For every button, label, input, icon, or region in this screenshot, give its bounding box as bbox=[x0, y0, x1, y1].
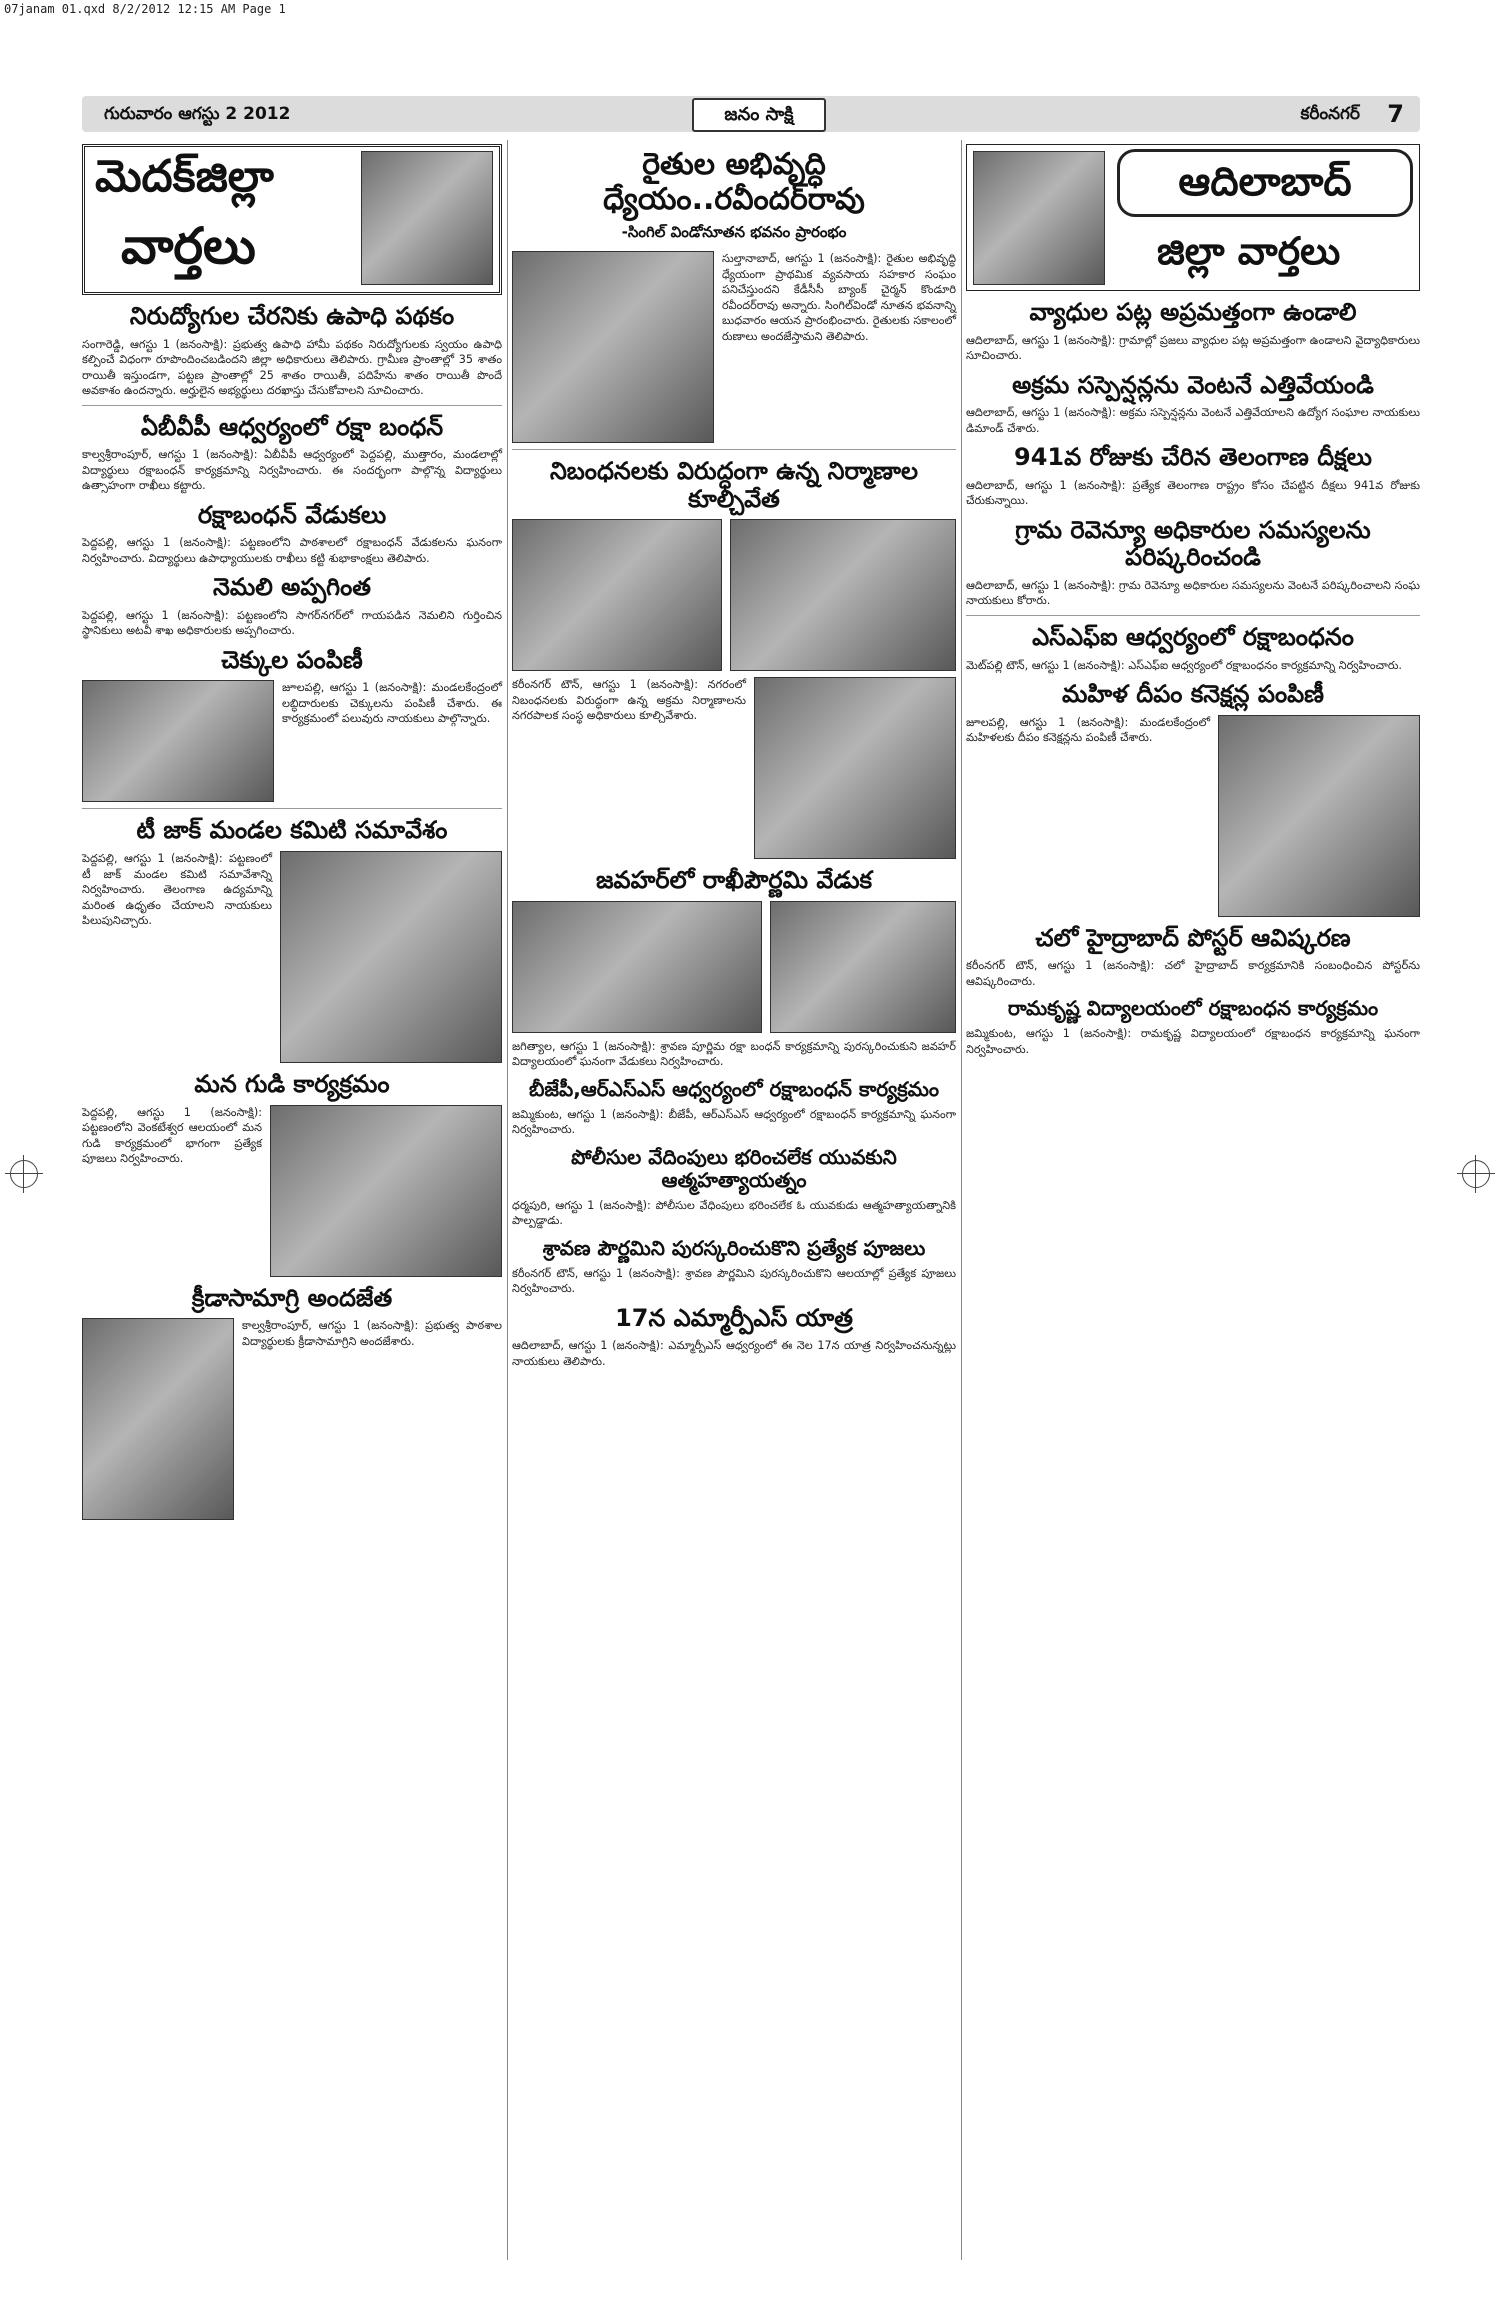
temple-program-photo bbox=[270, 1105, 502, 1277]
medak-section-banner bbox=[82, 144, 502, 295]
deepam-distribution-photo bbox=[1218, 715, 1420, 917]
headline: మన గుడి కార్యక్రమం bbox=[194, 1070, 390, 1099]
church-tower-photo bbox=[361, 151, 493, 285]
article-body: జగిత్యాల, ఆగస్టు 1 (జనంసాక్షి): శ్రావణ పూర్ణిమ రక్షా బంధన్‌ కార్యక్రమాన్ని పురస్కరించుకుని జవహర్‌ విద్యాలయంలో ఘనంగా వేడుకలు నిర్వహించారు. bbox=[512, 1039, 956, 1069]
article-body: ఆదిలాబాద్‌, ఆగస్టు 1 (జనంసాక్షి): ప్రత్యేక తెలంగాణ రాష్ట్రం కోసం చేపట్టిన దీక్షలు 941వ రోజుకు చేరుకున్నాయి. bbox=[966, 478, 1420, 508]
print-slug: 07janam 01.qxd 8/2/2012 12:15 AM Page 1 bbox=[4, 2, 286, 16]
registration-mark-right bbox=[1462, 1160, 1490, 1188]
article-body: మెట్‌పల్లి టౌన్‌, ఆగస్టు 1 (జనంసాక్షి): ఎస్‌ఎఫ్‌ఐ ఆధ్వర్యంలో రక్షాబంధనం కార్యక్రమాన్ని నిర్వహించారు. bbox=[966, 658, 1402, 672]
headline: రక్షాబంధన్‌ వేడుకలు bbox=[197, 500, 387, 529]
headline: నిబంధనలకు విరుద్ధంగా ఉన్న నిర్మాణాల కూల్చివేత bbox=[549, 457, 919, 513]
article-body: కరీంనగర్‌ టౌన్‌, ఆగస్టు 1 (జనంసాక్షి): శ్రావణ పౌర్ణమిని పురస్కరించుకొని ఆలయాల్లో ప్రత్యేక పూజలు నిర్వహించారు. bbox=[512, 1266, 956, 1296]
headline: ఎస్‌ఎఫ్‌ఐ ఆధ్వర్యంలో రక్షాబంధనం bbox=[1032, 622, 1354, 651]
divider bbox=[82, 405, 502, 406]
headline: రామకృష్ణ విద్యాలయంలో రక్షాబంధన కార్యక్రమం bbox=[1007, 996, 1379, 1021]
headline: శ్రావణ పౌర్ణమిని పురస్కరించుకొని ప్రత్యేక పూజలు bbox=[542, 1235, 926, 1260]
article-body: ఆదిలాబాద్‌, ఆగస్టు 1 (జనంసాక్షి): ఎమ్మార్పీఎస్‌ ఆధ్వర్యంలో ఈ నెల 17న యాత్ర నిర్వహించనున్నట్లు నాయకులు తెలిపారు. bbox=[512, 1339, 956, 1368]
headline: అక్రమ సస్పెన్షన్లను వెంటనే ఎత్తివేయండి bbox=[1012, 370, 1374, 399]
article-body: జమ్మికుంట, ఆగస్టు 1 (జనంసాక్షి): బీజేపీ, ఆర్‌ఎస్‌ఎస్‌ ఆధ్వర్యంలో రక్షాబంధన్‌ కార్యక్రమాన్ని ఘనంగా నిర్వహించారు. bbox=[512, 1107, 956, 1137]
issue-date: గురువారం ఆగస్టు 2 2012 bbox=[104, 104, 291, 124]
article-body: సుల్తానాబాద్‌, ఆగస్టు 1 (జనంసాక్షి): రైతుల అభివృద్ధి ధ్యేయంగా ప్రాథమిక వ్యవసాయ సహకార సంఘం పనిచేస్తుందని కేడీసీసీ బ్యాంక్‌ చైర్మన్‌ కొండూరి రవీందర్‌రావు అన్నారు. సింగిల్‌విండో నూతన భవనాన్ని బుధవారం ఆయన ప్రారంభించారు. రైతులకు సకాలంలో రుణాలు అందజేస్తామని తెలిపారు. bbox=[722, 252, 956, 343]
building-photo bbox=[754, 677, 956, 859]
page-number: 7 bbox=[1387, 100, 1404, 128]
lead-headline: రైతుల అభివృద్ధి ధ్యేయం..రవీందర్‌రావు bbox=[603, 147, 865, 217]
column-rule-1 bbox=[507, 140, 508, 2260]
headline: బీజేపీ,ఆర్‌ఎస్‌ఎస్‌ ఆధ్వర్యంలో రక్షాబంధన్‌ కార్యక్రమం bbox=[528, 1076, 940, 1101]
divider bbox=[82, 808, 502, 809]
column-rule-2 bbox=[961, 140, 962, 2260]
registration-mark-left bbox=[10, 1160, 38, 1188]
headline: 941వ రోజుకు చేరిన తెలంగాణ దీక్షలు bbox=[1014, 443, 1372, 472]
students-rakhi-photo-2 bbox=[770, 901, 956, 1033]
divider bbox=[512, 449, 956, 450]
headline: క్రీడాసామాగ్రి అందజేత bbox=[191, 1283, 393, 1312]
headline: టీ జాక్‌ మండల కమిటి సమావేశం bbox=[136, 816, 448, 845]
article-body: పెద్దపల్లి, ఆగస్టు 1 (జనంసాక్షి): పట్టణంలోని సాగర్‌నగర్‌లో గాయపడిన నెమలిని గుర్తించిన స్థానికులు అటవీ శాఖ అధికారులకు అప్పగించారు. bbox=[82, 608, 502, 638]
demolition-site-2 bbox=[730, 519, 956, 671]
adilabad-section-banner bbox=[966, 144, 1420, 291]
subheadline: -సింగిల్‌ విండోనూతన భవనం ప్రారంభం bbox=[621, 223, 847, 241]
banner-title-1: మెదక్‌జిల్లా bbox=[95, 151, 274, 202]
article-body: ఆదిలాబాద్‌, ఆగస్టు 1 (జనంసాక్షి): అక్రమ సస్పెన్షన్లను వెంటనే ఎత్తివేయాలని ఉద్యోగ సంఘాల నాయకులు డిమాండ్‌ చేశారు. bbox=[966, 406, 1420, 435]
cheque-distribution-photo bbox=[82, 680, 274, 802]
headline: చలో హైద్రాబాద్‌ పోస్టర్‌ ఆవిష్కరణ bbox=[1035, 923, 1351, 952]
headline: పోలీసుల వేదింపులు భరించలేక యువకుని ఆత్మహత్యాయత్నం bbox=[571, 1144, 897, 1192]
headline: వ్యాధుల పట్ల అప్రమత్తంగా ఉండాలి bbox=[1029, 298, 1357, 326]
headline: జవహర్‌లో రాఖీపౌర్ణమి వేడుక bbox=[595, 866, 873, 895]
article-body: పెద్దపల్లి, ఆగస్టు 1 (జనంసాక్షి): పట్టణంలో టీ జాక్‌ మండల కమిటి సమావేశాన్ని నిర్వహించారు. తెలంగాణ ఉద్యమాన్ని మరింత ఉధృతం చేయాలని నాయకులు పిలుపునిచ్చారు. bbox=[82, 852, 272, 928]
students-rakhi-photo bbox=[512, 901, 762, 1033]
article-body: కరీంనగర్‌ టౌన్‌, ఆగస్టు 1 (జనంసాక్షి): నగరంలో నిబంధనలకు విరుద్ధంగా ఉన్న అక్రమ నిర్మాణాలను నగరపాలక సంస్థ అధికారులు కూల్చివేశారు. bbox=[512, 678, 746, 723]
masthead-logo: జనం సాక్షి bbox=[692, 98, 826, 132]
leader-portrait bbox=[973, 151, 1105, 285]
district-name: కరీంనగర్ bbox=[1300, 104, 1360, 124]
column-adilabad bbox=[966, 140, 1420, 1063]
divider bbox=[966, 615, 1420, 616]
headline: చెక్కుల పంపిణీ bbox=[221, 645, 363, 674]
headline: మహిళ దీపం కనెక్షన్ల పంపిణీ bbox=[1061, 680, 1325, 709]
headline: గ్రామ రెవెన్యూ అధికారుల సమస్యలను పరిష్కరించండి bbox=[1015, 515, 1371, 572]
article-body: కాల్వశ్రీరాంపూర్‌, ఆగస్టు 1 (జనంసాక్షి): ప్రభుత్వ పాఠశాల విద్యార్థులకు క్రీడాసామాగ్రిని అందజేశారు. bbox=[242, 1319, 502, 1348]
article-body: జూలపల్లి, ఆగస్టు 1 (జనంసాక్షి): మండలకేంద్రంలో మహిళలకు దీపం కనెక్షన్లను పంపిణీ చేశారు. bbox=[966, 715, 1210, 745]
article-body: పెద్దపల్లి, ఆగస్టు 1 (జనంసాక్షి): పట్టణంలోని పాఠశాలలో రక్షాబంధన్‌ వేడుకలను ఘనంగా నిర్వహించారు. విద్యార్థులు ఉపాధ్యాయులకు రాఖీలు కట్టి శుభాకాంక్షలు తెలిపారు. bbox=[82, 536, 502, 565]
article-body: ఆదిలాబాద్‌, ఆగస్టు 1 (జనంసాక్షి): గ్రామాల్లో ప్రజలు వ్యాధుల పట్ల అప్రమత్తంగా ఉండాలని వైద్యాధికారులు సూచించారు. bbox=[966, 333, 1420, 363]
article-body: కరీంనగర్‌ టౌన్‌, ఆగస్టు 1 (జనంసాక్షి): చలో హైద్రాబాద్‌ కార్యక్రమానికి సంబంధించిన పోస్టర్‌ను ఆవిష్కరించారు. bbox=[966, 959, 1420, 988]
article-body: పెద్దపల్లి, ఆగస్టు 1 (జనంసాక్షి): పట్టణంలోని వెంకటేశ్వర ఆలయంలో మన గుడి కార్యక్రమంలో భాగంగా ప్రత్యేక పూజలు నిర్వహించారు. bbox=[82, 1105, 262, 1166]
banner-title-1: ఆదిలాబాద్‌ bbox=[1117, 149, 1413, 217]
article-body: కాల్వశ్రీరాంపూర్‌, ఆగస్టు 1 (జనంసాక్షి): ఏబీవీపీ ఆధ్వర్యంలో పెద్దపల్లి, ముత్తారం, మండలాల్లో విద్యార్థులు రక్షాబంధన్‌ కార్యక్రమాన్ని నిర్వహించారు. ఈ సందర్భంగా పాల్గొన్న విద్యార్థులు ఉత్సాహంగా రాఖీలు కట్టారు. bbox=[82, 448, 502, 493]
article-body: ధర్మపురి, ఆగస్టు 1 (జనంసాక్షి): పోలీసుల వేధింపులు భరించలేక ఓ యువకుడు ఆత్మహత్యాయత్నానికి పాల్పడ్డాడు. bbox=[512, 1198, 956, 1228]
column-karimnagar bbox=[512, 140, 956, 1375]
headline: నెమలి అప్పగింత bbox=[213, 573, 371, 602]
page-header bbox=[82, 96, 1420, 132]
sports-kit-photo bbox=[82, 1318, 234, 1520]
article-body: సంగారెడ్డి, ఆగస్టు 1 (జనంసాక్షి): ప్రభుత్వ ఉపాధి హామీ పథకం నిరుద్యోగులకు స్వయం ఉపాధి కల్పించే విధంగా రూపొందించబడిందని జిల్లా అధికారులు తెలిపారు. గ్రామీణ ప్రాంతాల్లో 35 శాతం రాయితీ ఇస్తుండగా, పట్టణ ప్రాంతాల్లో 25 శాతం రాయితీ, పదిహేను శాతం రాయితీ పొందే అవకాశం ఉందన్నారు. అర్హులైన అభ్యర్థులు దరఖాస్తు చేసుకోవాలని సూచించారు. bbox=[82, 337, 502, 398]
article-body: జూలపల్లి, ఆగస్టు 1 (జనంసాక్షి): మండలకేంద్రంలో లబ్ధిదారులకు చెక్కులను పంపిణీ చేశారు. ఈ కార్యక్రమంలో పలువురు నాయకులు పాల్గొన్నారు. bbox=[282, 681, 502, 726]
banner-title-2: జిల్లా వార్తలు bbox=[1157, 229, 1341, 273]
t-jac-meeting-photo bbox=[280, 851, 502, 1063]
headline: నిరుద్యోగుల చేరనికు ఉపాధి పథకం bbox=[129, 302, 455, 330]
inauguration-ribbon-photo bbox=[512, 251, 714, 443]
headline: 17న ఎమ్మార్పీఎస్‌ యాత్ర bbox=[615, 1303, 853, 1332]
article-body: జమ్మికుంట, ఆగస్టు 1 (జనంసాక్షి): రామకృష్ణ విద్యాలయంలో రక్షాబంధన కార్యక్రమాన్ని ఘనంగా నిర్వహించారు. bbox=[966, 1027, 1420, 1056]
banner-title-2: వార్తలు bbox=[121, 217, 256, 275]
column-medak bbox=[82, 140, 502, 1520]
demolition-site-1 bbox=[512, 519, 722, 671]
article-body: ఆదిలాబాద్‌, ఆగస్టు 1 (జనంసాక్షి): గ్రామ రెవెన్యూ అధికారుల సమస్యలను వెంటనే పరిష్కరించాలని సంఘ నాయకులు కోరారు. bbox=[966, 578, 1420, 608]
headline: ఏబీవీపీ ఆధ్వర్యంలో రక్షా బంధన్‌ bbox=[140, 412, 444, 441]
